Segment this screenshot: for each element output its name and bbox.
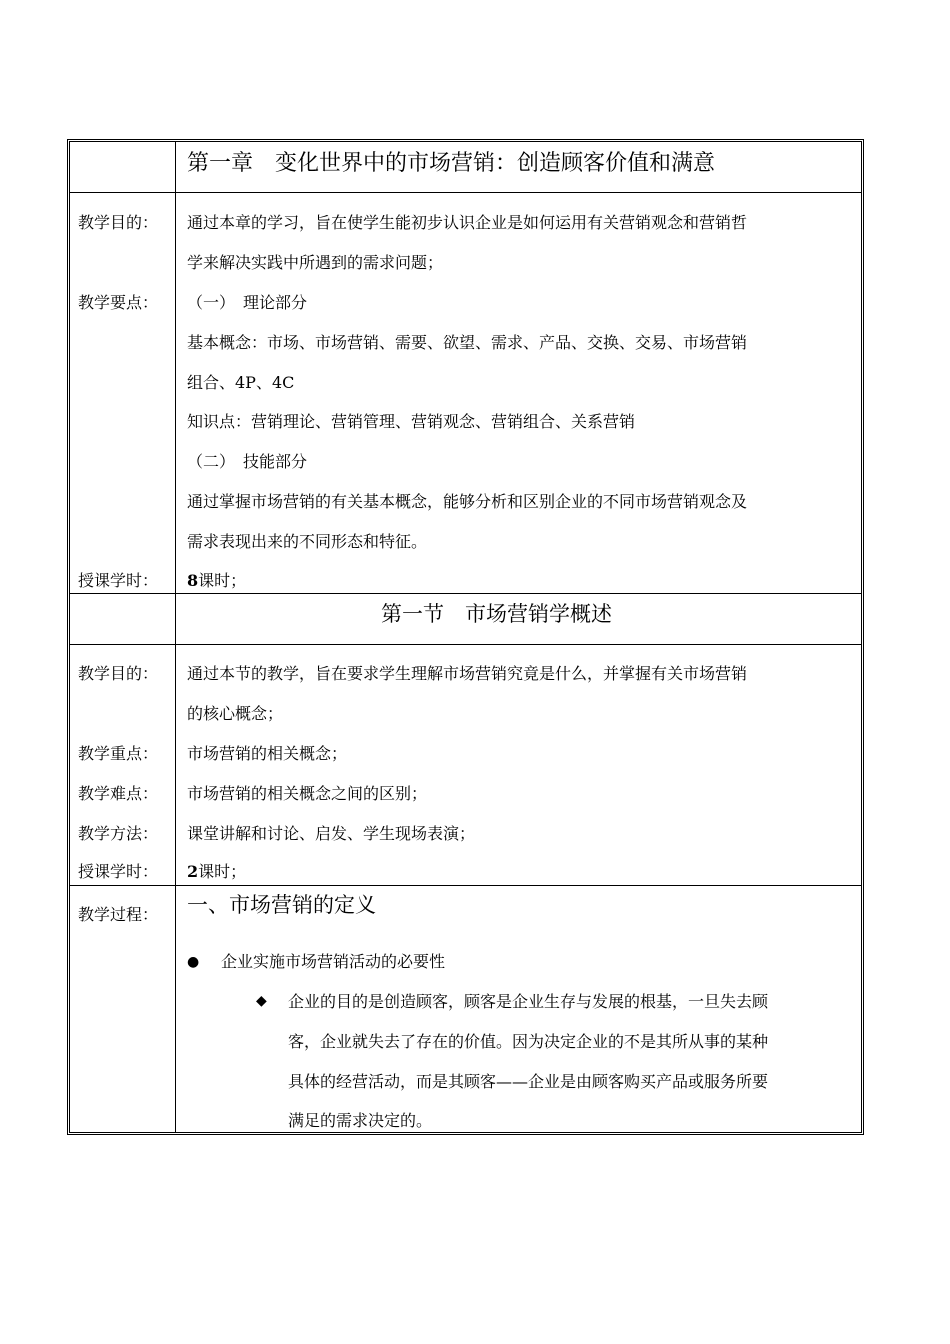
row-divider — [70, 644, 861, 645]
chapter-objective-line-1: 通过本章的学习，旨在使学生能初步认识企业是如何运用有关营销观念和营销哲 — [187, 213, 748, 232]
knowledge-points: 知识点：营销理论、营销管理、营销观念、营销组合、关系营销 — [187, 412, 636, 431]
section-objective-line-1: 通过本节的教学，旨在要求学生理解市场营销究竟是什么，并掌握有关市场营销 — [187, 664, 748, 683]
skills-line-1: 通过掌握市场营销的有关基本概念，能够分析和区别企业的不同市场营销观念及 — [187, 492, 748, 511]
diamond-icon: ◆ — [256, 993, 267, 1009]
chapter-hours-number: 8 — [187, 571, 199, 590]
skills-heading: （二） 技能部分 — [187, 452, 308, 471]
diamond-line-2: 客，企业就失去了存在的价值。因为决定企业的不是其所从事的某种 — [288, 1032, 769, 1051]
section-hours-number: 2 — [187, 862, 199, 881]
section-objective-line-2: 的核心概念； — [187, 704, 284, 723]
row-divider — [70, 885, 861, 886]
column-divider — [175, 142, 176, 1132]
process-heading: 一、市场营销的定义 — [187, 893, 376, 917]
course-table — [67, 139, 864, 1135]
section-method-label: 教学方法： — [78, 824, 159, 843]
basic-concepts-line-2: 组合、4P、4C — [187, 373, 295, 392]
section-title: 第一节 市场营销学概述 — [381, 602, 612, 626]
section-difficulty: 市场营销的相关概念之间的区别； — [187, 784, 428, 803]
chapter-objective-line-2: 学来解决实践中所遇到的需求问题； — [187, 253, 444, 272]
section-focus: 市场营销的相关概念； — [187, 744, 348, 763]
chapter-keypoints-label: 教学要点： — [78, 293, 159, 312]
section-objective-label: 教学目的： — [78, 664, 159, 683]
row-divider — [70, 192, 861, 193]
chapter-hours-label: 授课学时： — [78, 571, 159, 590]
bullet-icon: ● — [187, 954, 200, 970]
section-focus-label: 教学重点： — [78, 744, 159, 763]
section-method: 课堂讲解和讨论、启发、学生现场表演； — [187, 824, 476, 843]
chapter-title: 第一章 变化世界中的市场营销：创造顾客价值和满意 — [187, 151, 716, 176]
section-hours-unit: 课时； — [198, 862, 247, 881]
skills-line-2: 需求表现出来的不同形态和特征。 — [187, 532, 428, 551]
chapter-hours-unit: 课时； — [198, 571, 247, 590]
diamond-line-1: 企业的目的是创造顾客，顾客是企业生存与发展的根基，一旦失去顾 — [288, 992, 769, 1011]
section-hours — [187, 864, 246, 880]
diamond-line-4: 满足的需求决定的。 — [288, 1111, 433, 1130]
chapter-objective-label: 教学目的： — [78, 213, 159, 232]
section-difficulty-label: 教学难点： — [78, 784, 159, 803]
chapter-hours — [187, 573, 246, 589]
process-label: 教学过程： — [78, 905, 159, 924]
bullet-text: 企业实施市场营销活动的必要性 — [221, 952, 446, 971]
row-divider — [70, 593, 861, 594]
basic-concepts-line-1: 基本概念：市场、市场营销、需要、欲望、需求、产品、交换、交易、市场营销 — [187, 333, 748, 352]
section-hours-label: 授课学时： — [78, 862, 159, 881]
diamond-line-3: 具体的经营活动，而是其顾客——企业是由顾客购买产品或服务所要 — [288, 1072, 769, 1091]
theory-heading: （一） 理论部分 — [187, 293, 308, 312]
